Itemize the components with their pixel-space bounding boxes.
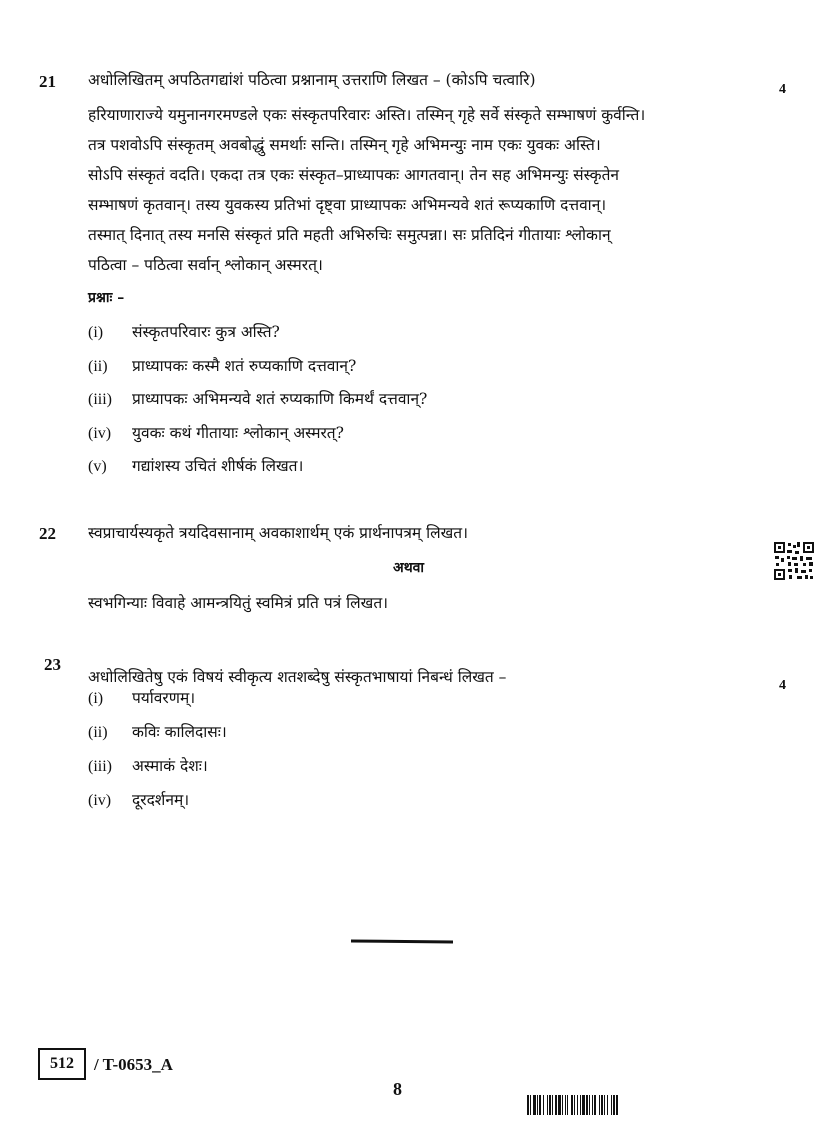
q21-instruction: अधोलिखितम् अपठितगद्यांशं पठित्वा प्रश्नानाम् उत्तराणि लिखत – (कोऽपि चत्वारि) xyxy=(88,71,536,89)
q23-option-text: पर्यावरणम्। xyxy=(132,689,196,707)
q23-option-number: (iv) xyxy=(88,792,112,809)
q21-questions-label: प्रश्नाः – xyxy=(88,290,125,306)
page-number: 8 xyxy=(393,1079,402,1099)
q21-question-number: (ii) xyxy=(88,358,108,375)
q21-number: 21 xyxy=(39,72,56,91)
q22-or-label: अथवा xyxy=(393,560,425,576)
qr-code-icon xyxy=(773,541,815,581)
end-rule xyxy=(351,939,453,943)
q23-option-number: (ii) xyxy=(88,724,108,741)
q23-number: 23 xyxy=(44,655,61,674)
paper-code: / T-0653_A xyxy=(94,1055,173,1074)
q21-question-number: (iv) xyxy=(88,425,112,442)
q23-option-text: दूरदर्शनम्। xyxy=(132,791,190,809)
q21-passage-line: सम्भाषणं कृतवान्। तस्य युवकस्य प्रतिभां दृष्ट्वा प्राध्यापकः अभिमन्यवे शतं रूप्यकाणि दत्तवान्। xyxy=(88,196,607,214)
q23-option-text: कविः कालिदासः। xyxy=(132,723,227,741)
q23-option-text: अस्माकं देशः। xyxy=(132,757,208,775)
q23-marks: 4 xyxy=(779,678,786,693)
q21-marks: 4 xyxy=(779,82,786,97)
q23-option-number: (iii) xyxy=(88,758,112,775)
q21-passage-line: हरियाणाराज्ये यमुनानगरमण्डले एकः संस्कृतपरिवारः अस्ति। तस्मिन् गृहे सर्वे संस्कृते सम्भाषणं कुर्वन्ति। xyxy=(88,106,646,124)
q21-question-text: प्राध्यापकः अभिमन्यवे शतं रुप्यकाणि किमर्थं दत्तवान्? xyxy=(132,390,428,408)
barcode-icon xyxy=(527,1095,717,1115)
q21-question-text: संस्कृतपरिवारः कुत्र अस्ति? xyxy=(132,323,280,341)
q21-passage-line: तस्मात् दिनात् तस्य मनसि संस्कृतं प्रति महती अभिरुचिः समुत्पन्ना। सः प्रतिदिनं गीतायाः श्लोकान् xyxy=(88,226,611,244)
q21-question-text: गद्यांशस्य उचितं शीर्षकं लिखत। xyxy=(132,457,304,475)
q21-passage-line: पठित्वा – पठित्वा सर्वान् श्लोकान् अस्मरत्। xyxy=(88,256,323,274)
q21-passage-line: तत्र पशवोऽपि संस्कृतम् अवबोद्धुं समर्थाः सन्ति। तस्मिन् गृहे अभिमन्युः नाम एकः युवकः अस्ति। xyxy=(88,136,601,154)
q21-question-text: युवकः कथं गीतायाः श्लोकान् अस्मरत्? xyxy=(132,424,344,442)
q21-passage-line: सोऽपि संस्कृतं वदति। एकदा तत्र एकः संस्कृत–प्राध्यापकः आगतवान्। तेन सह अभिमन्युः संस्कृतेन xyxy=(88,166,620,184)
q21-question-number: (v) xyxy=(88,458,107,475)
q22-text: स्वप्राचार्यस्यकृते त्रयदिवसानाम् अवकाशार्थम् एकं प्रार्थनापत्रम् लिखत। xyxy=(88,524,468,542)
q21-question-number: (iii) xyxy=(88,391,112,408)
q22-number: 22 xyxy=(39,524,56,543)
q23-option-number: (i) xyxy=(88,690,104,707)
q21-question-number: (i) xyxy=(88,324,104,341)
q21-question-text: प्राध्यापकः कस्मै शतं रुप्यकाणि दत्तवान्? xyxy=(132,357,357,375)
q22-alt-text: स्वभगिन्याः विवाहे आमन्त्रयितुं स्वमित्रं प्रति पत्रं लिखत। xyxy=(88,594,389,612)
paper-box-code: 512 xyxy=(38,1048,86,1080)
q23-text: अधोलिखितेषु एकं विषयं स्वीकृत्य शतशब्देषु संस्कृतभाषायां निबन्धं लिखत – xyxy=(88,668,507,686)
